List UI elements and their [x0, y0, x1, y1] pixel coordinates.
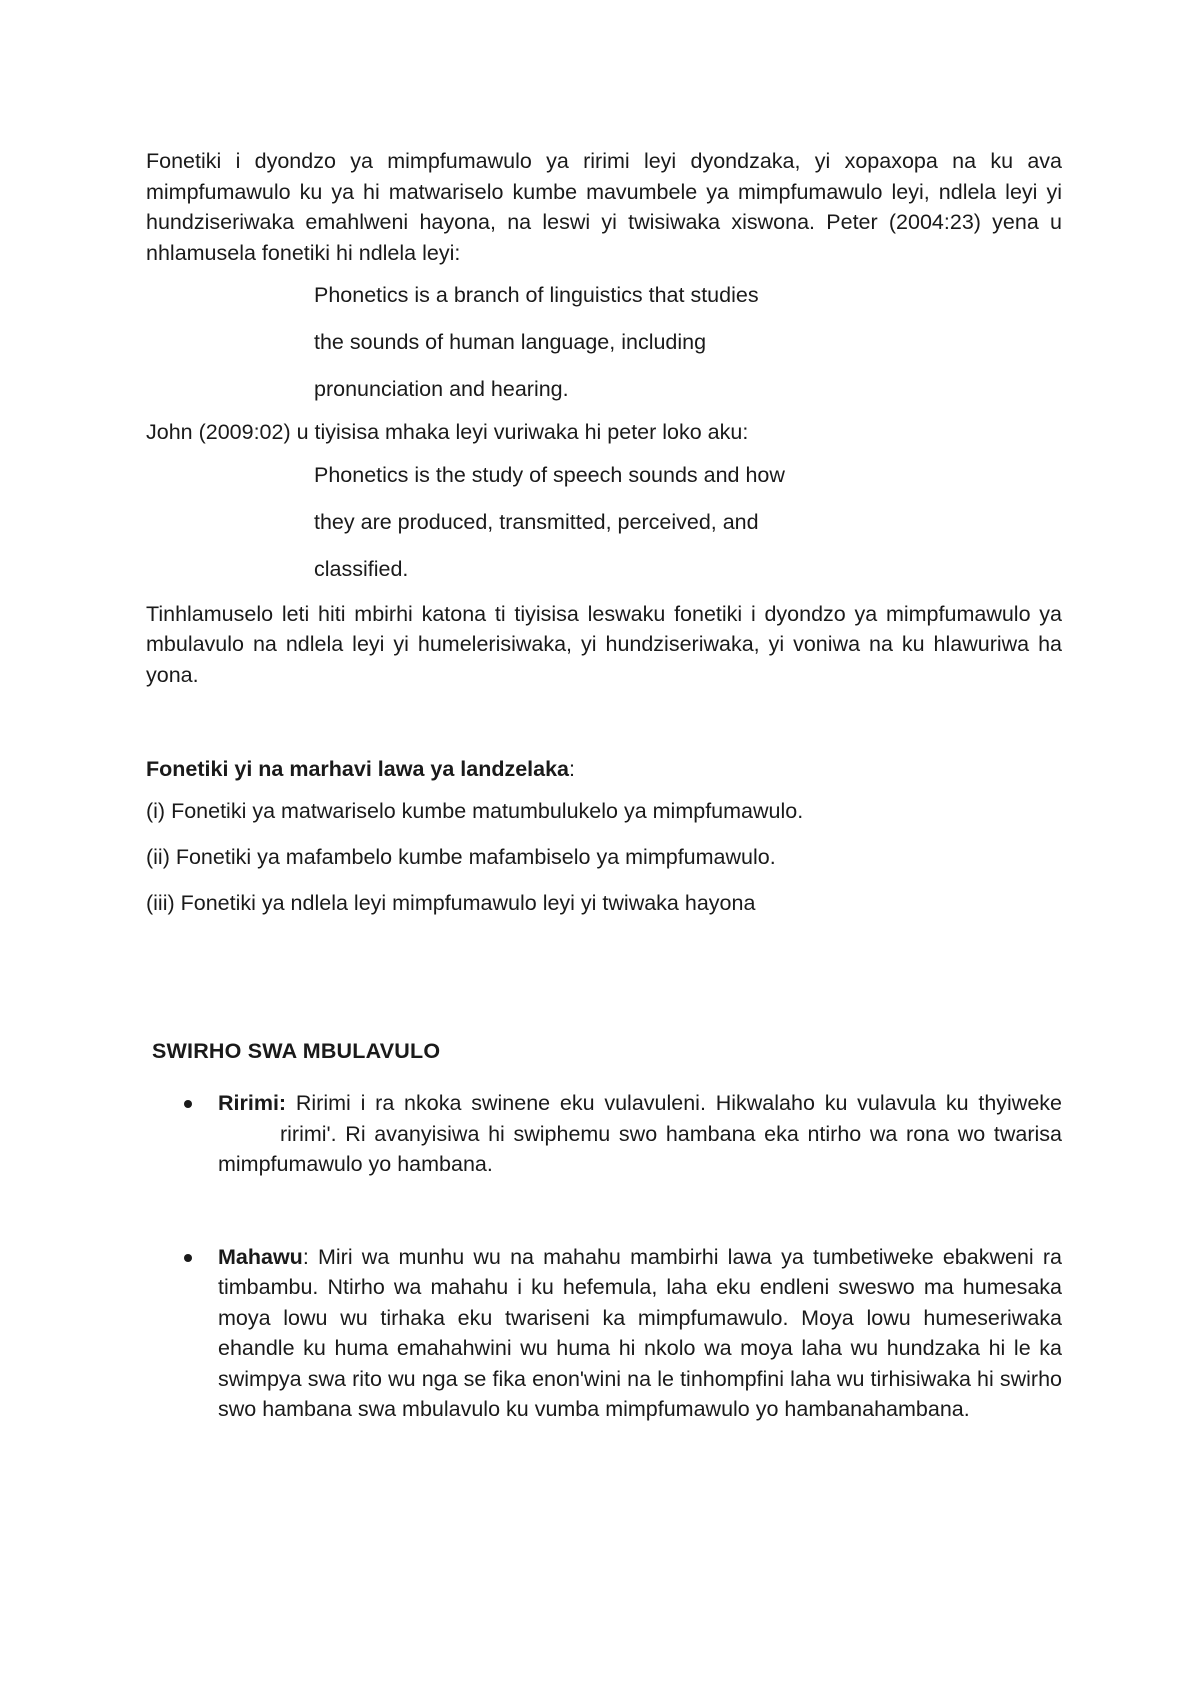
quote-line: classified. [314, 556, 409, 581]
branches-heading-text: Fonetiki yi na marhavi lawa ya landzelaka [146, 757, 570, 781]
quote-line: Phonetics is the study of speech sounds and how [314, 462, 785, 487]
term-mahawu: Mahawu [218, 1244, 303, 1269]
john-citation-line: John (2009:02) u tiyisisa mhaka leyi vuriwaka hi peter loko aku: [146, 420, 749, 444]
peter-quote [146, 272, 1062, 413]
bullet-icon [184, 1254, 192, 1262]
branch-item: (iii) Fonetiki ya ndlela leyi mimpfumawulo leyi yi twiwaka hayona [146, 891, 756, 915]
branches-heading-colon: : [569, 757, 576, 781]
section-title: SWIRHO SWA MBULAVULO [152, 1039, 441, 1063]
mahawu-text: : Miri wa munhu wu na mahahu mambirhi lawa ya tumbetiweke ebakweni ra timbambu. Ntirho wa mahahu i ku hefemula, laha eku endleni sweswo ma humesaka moya lowu wu tirhaka eku twariseni ka mimpfumawulo. Moya lowu humeseriwaka ehandle ku huma emahahwini wu huma hi nkolo wa moya laha wu hundzaka hi le ka swimpya swa rito wu nga se fika enon'wini na le tinhompfini laha wu tirhisiwaka hi swirho swo hambana swa mbulavulo ku vumba mimpfumawulo yo hambanahambana. [218, 1244, 1062, 1421]
term-ririmi: Ririmi: [218, 1091, 287, 1115]
branch-item: (ii) Fonetiki ya mafambelo kumbe mafambiselo ya mimpfumawulo. [146, 845, 776, 869]
branches-list [146, 788, 1062, 926]
speech-organs-list [146, 1088, 1062, 1425]
bullet-icon [184, 1100, 192, 1108]
list-item-mahawu [146, 1242, 1062, 1425]
summary-paragraph: Tinhlamuselo leti hiti mbirhi katona ti tiyisisa leswaku fonetiki i dyondzo ya mimpfumawulo ya mbulavulo na ndlela leyi yi humelerisiwaka, yi hundziseriwaka, yi voniwa na ku hlawuriwa ha yona. [146, 601, 1062, 687]
john-quote [146, 452, 1062, 593]
ririmi-text-part1: Ririmi i ra nkoka swinene eku vulavuleni. Hikwalaho ku vulavula ku thyiweke [286, 1091, 1062, 1115]
branch-item: (i) Fonetiki ya matwariselo kumbe matumbulukelo ya mimpfumawulo. [146, 799, 804, 823]
ririmi-text-part2: ririmi'. Ri avanyisiwa hi swiphemu swo hambana eka ntirho wa rona wo twarisa mimpfumawulo yo hambana. [218, 1121, 1062, 1176]
list-item-ririmi [146, 1088, 1062, 1180]
quote-line: they are produced, transmitted, perceived, and [314, 509, 759, 534]
quote-line: Phonetics is a branch of linguistics that studies [314, 283, 759, 307]
branches-heading [146, 754, 1062, 784]
intro-paragraph: Fonetiki i dyondzo ya mimpfumawulo ya ririmi leyi dyondzaka, yi xopaxopa na ku ava mimpfumawulo ku ya hi matwariselo kumbe mavumbele ya mimpfumawulo leyi, ndlela leyi yi hundziseriwaka emahlweni hayona, na leswi yi twisiwaka xiswona. Peter (2004:23) yena u nhlamusela fonetiki hi ndlela leyi: [146, 149, 1062, 265]
quote-line: the sounds of human language, including [314, 330, 707, 354]
quote-line: pronunciation and hearing. [314, 377, 569, 401]
